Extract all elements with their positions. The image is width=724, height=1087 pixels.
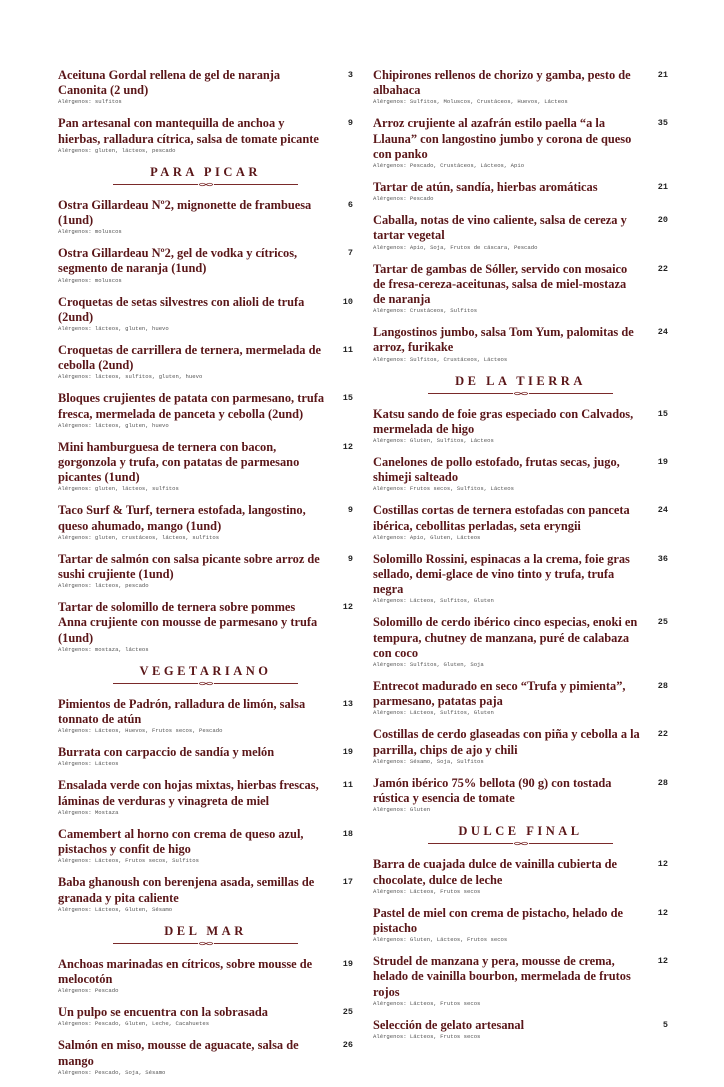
- menu-item-allergens: Alérgenos: sulfitos: [58, 98, 122, 106]
- menu-item: [58, 440, 353, 493]
- menu-item-allergens: Alérgenos: moluscos: [58, 276, 122, 284]
- menu-item-price: 22: [657, 729, 668, 740]
- menu-item-price: 6: [347, 199, 353, 210]
- menu-item-name: Un pulpo se encuentra con la sobrasada: [58, 1005, 268, 1020]
- menu-item: [373, 455, 668, 492]
- menu-item-price: 26: [342, 1040, 353, 1051]
- menu-item: [58, 295, 353, 332]
- menu-item-name: Ostra Gillardeau Nº2, mignonette de frambuesa (1und): [58, 197, 312, 228]
- menu-item-price: 19: [342, 958, 353, 969]
- menu-item: [58, 697, 353, 734]
- menu-item: [58, 778, 353, 815]
- menu-item: [373, 857, 668, 894]
- menu-item: [373, 552, 668, 605]
- section-divider: [113, 182, 298, 188]
- menu-item: [58, 827, 353, 864]
- menu-item-name: Pan artesanal con mantequilla de anchoa y hierbas, ralladura cítrica, salsa de tomate picante: [58, 116, 319, 146]
- menu-item: [58, 116, 353, 153]
- menu-item-allergens: Alérgenos: Pescado: [58, 987, 119, 995]
- menu-item-price: 25: [657, 617, 668, 628]
- menu-item-price: 12: [342, 602, 353, 613]
- menu-item-allergens: Alérgenos: Sulfitos, Crustáceos, Lácteos: [373, 355, 508, 363]
- menu-item-price: 12: [342, 441, 353, 452]
- menu-item-name: Solomillo Rossini, espinacas a la crema, foie gras sellado, demi-glace de vino tinto y trufa, trufa negra: [373, 551, 630, 597]
- menu-item-allergens: Alérgenos: Gluten, Lácteos, Frutos secos: [373, 936, 508, 944]
- menu-item-price: 9: [347, 118, 353, 129]
- menu-item: [373, 180, 668, 202]
- menu-item: [58, 875, 353, 912]
- menu-item-allergens: Alérgenos: Pescado, Gluten, Leche, Cacahuetes: [58, 1020, 210, 1028]
- menu-item-allergens: Alérgenos: Lácteos, Frutos secos: [373, 999, 481, 1007]
- menu-item-allergens: Alérgenos: Lácteos, Sulfitos, Gluten: [373, 709, 494, 717]
- menu-item-allergens: Alérgenos: gluten, lácteos, pescado: [58, 146, 176, 154]
- menu-item-name: Katsu sando de foie gras especiado con Calvados, mermelada de higo: [373, 406, 634, 436]
- menu-item-allergens: Alérgenos: Pescado, Crustáceos, Lácteos, Apio: [373, 162, 525, 170]
- menu-item-price: 12: [657, 907, 668, 918]
- menu-item-name: Barra de cuajada dulce de vainilla cubierta de chocolate, dulce de leche: [373, 857, 618, 887]
- menu-item: [58, 552, 353, 589]
- menu-item-allergens: Alérgenos: Lácteos, Frutos secos: [373, 1032, 481, 1040]
- menu-item: [373, 1018, 668, 1040]
- menu-item-price: 24: [657, 327, 668, 338]
- menu-item-allergens: Alérgenos: Lácteos, Frutos secos, Sulfitos: [58, 857, 199, 865]
- menu-item-price: 11: [342, 780, 353, 791]
- menu-item-name: Croquetas de setas silvestres con alioli de trufa (2und): [58, 294, 305, 324]
- menu-item-name: Jamón ibérico 75% bellota (90 g) con tostada rústica y esencia de tomate: [373, 775, 612, 806]
- ornament-icon: [513, 841, 529, 846]
- menu-item: [373, 407, 668, 444]
- menu-item-allergens: Alérgenos: mostaza, lácteos: [58, 645, 149, 653]
- menu-item-price: 28: [657, 681, 668, 692]
- menu-item-price: 9: [347, 553, 353, 564]
- menu-item: [373, 116, 668, 169]
- menu-item-name: Mini hamburguesa de ternera con bacon, gorgonzola y trufa, con patatas de parmesano picantes (1und): [58, 439, 300, 485]
- menu-item-name: Costillas cortas de ternera estofadas con panceta ibérica, cebollitas perladas, seta eryngii: [373, 503, 630, 533]
- section-header: [58, 664, 353, 687]
- menu-item-price: 15: [342, 393, 353, 404]
- section-divider: [113, 941, 298, 947]
- menu-item: [373, 503, 668, 540]
- menu-item: [373, 727, 668, 764]
- menu-item-allergens: Alérgenos: lácteos, sulfitos, gluten, huevo: [58, 373, 203, 381]
- menu-item-name: Bloques crujientes de patata con parmesano, trufa fresca, mermelada de panceta y cebolla (2und): [58, 391, 325, 421]
- menu-item-name: Langostinos jumbo, salsa Tom Yum, palomitas de arroz, furikake: [373, 325, 634, 355]
- menu-item: [58, 343, 353, 380]
- section-title: VEGETARIANO: [139, 663, 272, 678]
- menu-item-price: 19: [657, 457, 668, 468]
- menu-item-allergens: Alérgenos: Gluten: [373, 806, 431, 814]
- menu-item-name: Ostra Gillardeau Nº2, gel de vodka y cítricos, segmento de naranja (1und): [58, 246, 298, 276]
- section-header: [58, 165, 353, 188]
- menu-item-allergens: Alérgenos: Sulfitos, Gluten, Soja: [373, 661, 484, 669]
- menu-item-allergens: Alérgenos: lácteos, gluten, huevo: [58, 421, 169, 429]
- ornament-icon: [198, 681, 214, 686]
- menu-item-name: Tartar de salmón con salsa picante sobre arroz de sushi crujiente (1und): [58, 551, 320, 582]
- menu-item-allergens: Alérgenos: Frutos secos, Sulfitos, Lácteos: [373, 485, 514, 493]
- menu-item-price: 5: [662, 1019, 668, 1030]
- section-title: DEL MAR: [164, 923, 247, 938]
- menu-item-name: Caballa, notas de vino caliente, salsa de cereza y tartar vegetal: [373, 213, 627, 243]
- menu-item-price: 21: [657, 70, 668, 80]
- menu-item-allergens: Alérgenos: Lácteos, Sulfitos, Gluten: [373, 597, 494, 605]
- section-header: [58, 924, 353, 947]
- menu-column-right: [373, 68, 668, 1051]
- menu-item-allergens: Alérgenos: Apio, Soja, Frutos de cáscara, Pescado: [373, 243, 538, 251]
- menu-item: [373, 954, 668, 1007]
- menu-item-name: Entrecot madurado en seco “Trufa y pimienta”, parmesano, patatas paja: [373, 679, 626, 709]
- menu-item-name: Burrata con carpaccio de sandía y melón: [58, 745, 275, 760]
- menu-item-price: 28: [657, 777, 668, 788]
- menu-item-price: 24: [657, 505, 668, 516]
- menu-item: [373, 325, 668, 362]
- menu-item-price: 19: [342, 747, 353, 758]
- section-divider: [428, 841, 613, 847]
- menu-item: [373, 262, 668, 315]
- menu-item-name: Taco Surf & Turf, ternera estofada, langostino, queso ahumado, mango (1und): [58, 503, 306, 533]
- menu-item-name: Croquetas de carrillera de ternera, mermelada de cebolla (2und): [58, 343, 321, 373]
- menu-item-price: 35: [657, 118, 668, 129]
- menu-item: [58, 391, 353, 428]
- menu-column-left: [58, 68, 353, 1087]
- menu-item-allergens: Alérgenos: Apio, Gluten, Lácteos: [373, 533, 481, 541]
- menu-item-name: Tartar de atún, sandía, hierbas aromáticas: [373, 180, 598, 195]
- menu-item-name: Anchoas marinadas en cítricos, sobre mousse de melocotón: [58, 956, 313, 986]
- menu-item-name: Canelones de pollo estofado, frutas secas, jugo, shimeji salteado: [373, 455, 620, 485]
- menu-item: [58, 1038, 353, 1075]
- menu-item-price: 21: [657, 182, 668, 193]
- menu-item-name: Pimientos de Padrón, ralladura de limón, salsa tonnato de atún: [58, 696, 306, 727]
- menu-item: [373, 68, 668, 105]
- menu-item-price: 15: [657, 408, 668, 419]
- menu-item-allergens: Alérgenos: Lácteos, Gluten, Sésamo: [58, 905, 173, 913]
- menu-item-price: 3: [347, 70, 353, 80]
- section-title: DULCE FINAL: [458, 824, 583, 839]
- menu-item-allergens: Alérgenos: Sulfitos, Moluscos, Crustáceos, Huevos, Lácteos: [373, 98, 568, 106]
- menu-item-allergens: Alérgenos: gluten, crustáceos, lácteos, sulfitos: [58, 533, 220, 541]
- menu-item-allergens: Alérgenos: Pescado, Soja, Sésamo: [58, 1068, 166, 1076]
- section-divider: [113, 681, 298, 687]
- menu-item-allergens: Alérgenos: Sésamo, Soja, Sulfitos: [373, 757, 484, 765]
- menu-item: [58, 745, 353, 767]
- menu-item-allergens: Alérgenos: Lácteos: [58, 760, 119, 768]
- menu-item-allergens: Alérgenos: Pescado: [373, 195, 434, 203]
- menu-item-price: 10: [342, 296, 353, 307]
- menu-item-allergens: Alérgenos: moluscos: [58, 228, 122, 236]
- section-title: PARA PICAR: [150, 164, 261, 179]
- menu-item: [58, 198, 353, 235]
- menu-item-name: Selección de gelato artesanal: [373, 1017, 525, 1032]
- menu-item-name: Camembert al horno con crema de queso azul, pistachos y confit de higo: [58, 826, 304, 857]
- menu-item-allergens: Alérgenos: Mostaza: [58, 808, 119, 816]
- menu-item: [58, 957, 353, 994]
- section-header: [373, 824, 668, 847]
- menu-item: [373, 679, 668, 716]
- menu-item-price: 13: [342, 698, 353, 709]
- section-title: DE LA TIERRA: [455, 373, 586, 388]
- menu-item-price: 11: [342, 345, 353, 356]
- menu-item-name: Aceituna Gordal rellena de gel de naranja Canonita (2 und): [58, 68, 281, 98]
- menu-item-allergens: Alérgenos: lácteos, gluten, huevo: [58, 325, 169, 333]
- menu-item: [58, 600, 353, 653]
- menu-item-allergens: Alérgenos: Crustáceos, Sulfitos: [373, 307, 478, 315]
- menu-item-name: Tartar de solomillo de ternera sobre pommes Anna crujiente con mousse de parmesano y trufa (1und): [58, 600, 318, 645]
- menu-item: [373, 906, 668, 943]
- menu-item-price: 12: [657, 956, 668, 967]
- menu-item-name: Costillas de cerdo glaseadas con piña y cebolla a la parrilla, chips de ajo y chili: [373, 727, 640, 757]
- menu-item: [373, 213, 668, 250]
- section-header: [373, 374, 668, 397]
- menu-item-price: 17: [342, 877, 353, 888]
- menu-item: [373, 615, 668, 668]
- menu-item-price: 12: [657, 859, 668, 870]
- menu-item-name: Strudel de manzana y pera, mousse de crema, helado de vainilla bourbon, mermelada de frutos rojos: [373, 954, 631, 999]
- menu-item-name: Salmón en miso, mousse de aguacate, salsa de mango: [58, 1038, 299, 1068]
- menu-item-name: Pastel de miel con crema de pistacho, helado de pistacho: [373, 905, 623, 935]
- menu-item-name: Baba ghanoush con berenjena asada, semillas de granada y pita caliente: [58, 875, 315, 905]
- menu-item-price: 7: [347, 248, 353, 259]
- menu-item-price: 18: [342, 828, 353, 839]
- menu-item-price: 22: [657, 263, 668, 274]
- menu-item-price: 20: [657, 215, 668, 226]
- menu-item-price: 36: [657, 553, 668, 564]
- ornament-icon: [198, 182, 214, 187]
- menu-item-allergens: Alérgenos: gluten, lácteos, sulfitos: [58, 485, 179, 493]
- menu-item-name: Solomillo de cerdo ibérico cinco especias, enoki en tempura, chutney de manzana, puré de calabaza con coco: [373, 615, 638, 660]
- menu-item: [58, 246, 353, 283]
- menu-item-allergens: Alérgenos: Lácteos, Frutos secos: [373, 887, 481, 895]
- menu-item: [58, 503, 353, 540]
- menu-item-allergens: Alérgenos: lácteos, pescado: [58, 582, 149, 590]
- menu-item: [373, 776, 668, 813]
- menu-item-allergens: Alérgenos: Gluten, Sulfitos, Lácteos: [373, 437, 494, 445]
- section-divider: [428, 391, 613, 397]
- menu-item-allergens: Alérgenos: Lácteos, Huevos, Frutos secos, Pescado: [58, 727, 223, 735]
- menu-item-name: Chipirones rellenos de chorizo y gamba, pesto de albahaca: [373, 68, 631, 98]
- ornament-icon: [513, 391, 529, 396]
- menu-item: [58, 68, 353, 105]
- menu-item-price: 9: [347, 505, 353, 516]
- menu-item-name: Tartar de gambas de Sóller, servido con mosaico de fresa-cereza-aceitunas, salsa de miel-mostaza de naranja: [373, 261, 628, 307]
- menu-item-price: 25: [342, 1007, 353, 1018]
- menu-item-name: Ensalada verde con hojas mixtas, hierbas frescas, láminas de verduras y vinagreta de miel: [58, 778, 319, 808]
- ornament-icon: [198, 941, 214, 946]
- menu-item-name: Arroz crujiente al azafrán estilo paella “a la Llauna” con langostino jumbo y corona de queso con panko: [373, 116, 632, 161]
